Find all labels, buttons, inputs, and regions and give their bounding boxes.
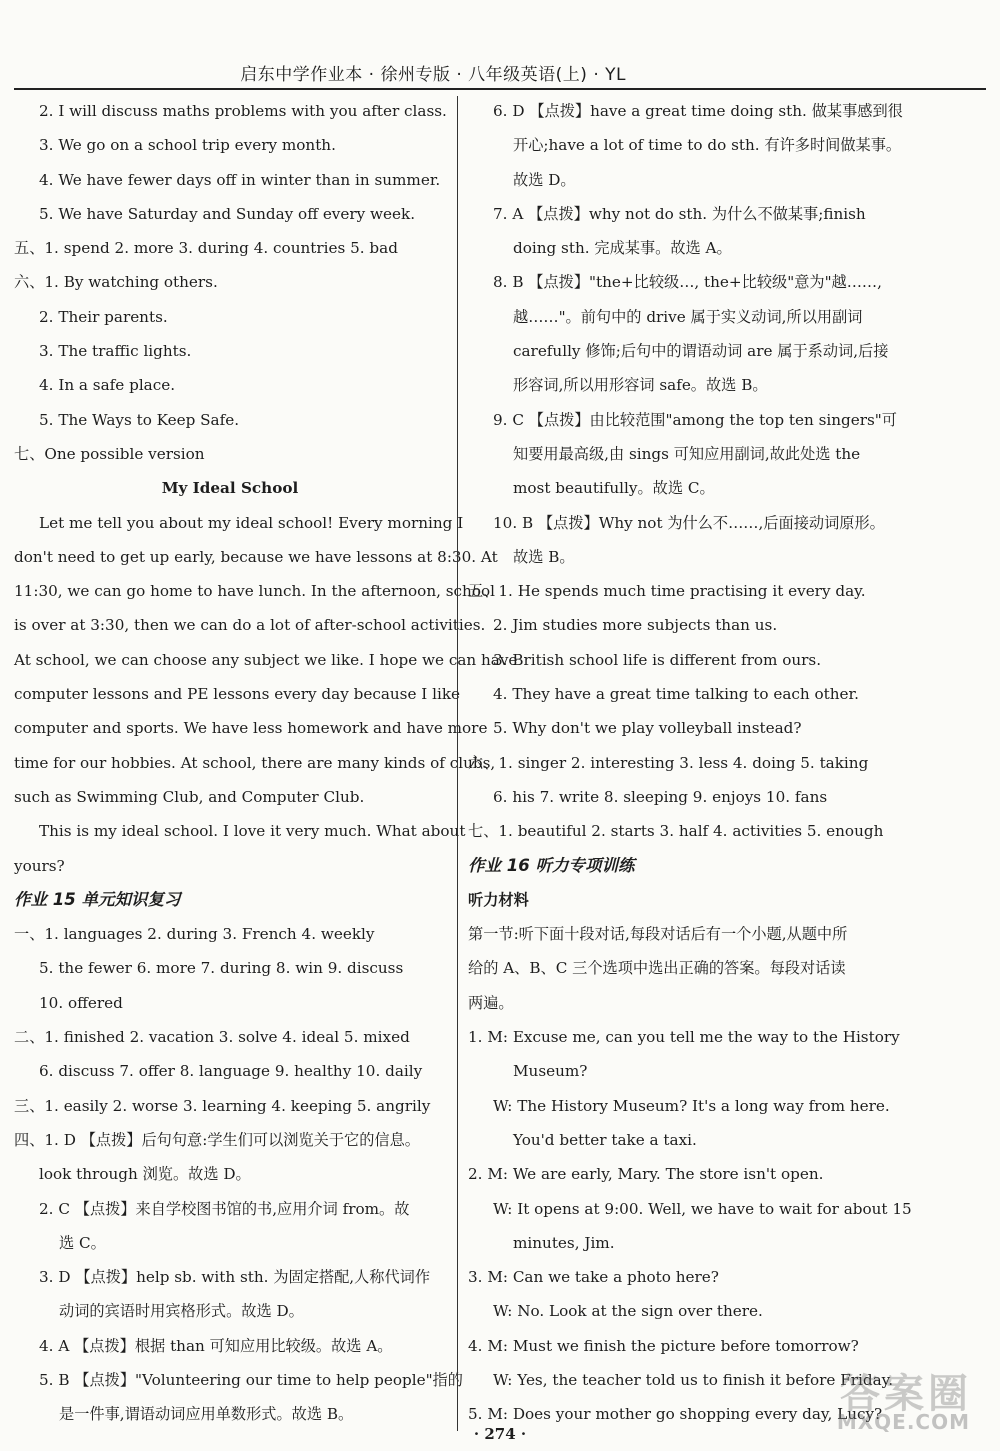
text-line: 1. M: Excuse me, can you tell me the way to the History xyxy=(468,1028,900,1047)
text-line: 2. Jim studies more subjects than us. xyxy=(493,616,778,635)
text-line: W: The History Museum? It's a long way from here. xyxy=(493,1096,890,1115)
essay-title: My Ideal School xyxy=(161,479,299,498)
text-line: 动词的宾语时用宾格形式。故选 D。 xyxy=(59,1302,304,1321)
text-line: 选 C。 xyxy=(59,1233,106,1252)
text-line: 是一件事,谓语动词应用单数形式。故选 B。 xyxy=(59,1405,354,1424)
text-line: look through 浏览。故选 D。 xyxy=(39,1165,251,1184)
text-line: 故选 D。 xyxy=(513,170,576,189)
text-line: 2. M: We are early, Mary. The store isn't open. xyxy=(468,1165,824,1184)
text-line: 一、1. languages 2. during 3. French 4. weekly xyxy=(14,925,375,944)
column-divider xyxy=(457,96,458,1431)
text-line: 3. The traffic lights. xyxy=(39,342,192,361)
text-line: 2. C 【点拨】来自学校图书馆的书,应用介词 from。故 xyxy=(39,1199,410,1218)
text-line: 5. The Ways to Keep Safe. xyxy=(39,410,240,429)
text-line: 5. B 【点拨】"Volunteering our time to help people"指的 xyxy=(39,1370,463,1389)
text-line: 听力材料 xyxy=(468,890,529,909)
text-line: 七、1. beautiful 2. starts 3. half 4. activities 5. enough xyxy=(468,822,884,841)
page-header xyxy=(14,58,986,90)
text-line: 五、1. He spends much time practising it every day. xyxy=(468,582,866,601)
watermark xyxy=(792,1360,982,1446)
text-line: Let me tell you about my ideal school! Every morning I xyxy=(39,513,464,532)
text-line: 5. M: Does your mother go shopping every day, Lucy? xyxy=(468,1405,883,1424)
text-line: most beautifully。故选 C。 xyxy=(513,479,715,498)
text-line: is over at 3:30, then we can do a lot of after-school activities. xyxy=(14,616,486,635)
text-line: 七、One possible version xyxy=(14,444,205,463)
text-line: 7. A 【点拨】why not do sth. 为什么不做某事;finish xyxy=(493,204,866,223)
text-line: don't need to get up early, because we have lessons at 8:30. At xyxy=(14,547,498,566)
header-title: 启东中学作业本 · 徐州专版 · 八年级英语(上) · YL xyxy=(240,65,626,85)
text-line: yours? xyxy=(14,856,65,875)
text-line: At school, we can choose any subject we like. I hope we can have xyxy=(14,650,518,669)
text-line: 二、1. finished 2. vacation 3. solve 4. ideal 5. mixed xyxy=(14,1028,410,1047)
text-line: 4. A 【点拨】根据 than 可知应用比较级。故选 A。 xyxy=(39,1336,393,1355)
text-line: 2. Their parents. xyxy=(39,307,168,326)
text-line: 4. They have a great time talking to each other. xyxy=(493,685,859,704)
watermark-url: MXQE.COM xyxy=(836,1410,970,1434)
section-heading: 作业 15 单元知识复习 xyxy=(14,889,181,909)
text-line: 3. British school life is different from ours. xyxy=(493,650,822,669)
text-line: 8. B 【点拨】"the+比较级…, the+比较级"意为"越……, xyxy=(493,273,882,292)
text-line: 六、1. By watching others. xyxy=(14,273,218,292)
text-line: 10. offered xyxy=(39,993,123,1012)
section-heading: 作业 16 听力专项训练 xyxy=(468,855,635,875)
text-line: Museum? xyxy=(513,1062,588,1081)
text-line: You'd better take a taxi. xyxy=(513,1130,697,1149)
text-line: W: No. Look at the sign over there. xyxy=(493,1302,763,1321)
text-line: 5. We have Saturday and Sunday off every week. xyxy=(39,204,416,223)
text-line: W: Yes, the teacher told us to finish it before Friday. xyxy=(493,1370,894,1389)
text-line: 给的 A、B、C 三个选项中选出正确的答案。每段对话读 xyxy=(468,959,846,978)
text-line: 六、1. singer 2. interesting 3. less 4. doing 5. taking xyxy=(468,753,869,772)
text-line: such as Swimming Club, and Computer Club. xyxy=(14,787,365,806)
text-line: 4. M: Must we finish the picture before tomorrow? xyxy=(468,1336,859,1355)
page-number: · 274 · xyxy=(473,1425,527,1443)
text-line: 五、1. spend 2. more 3. during 4. countries 5. bad xyxy=(14,239,398,258)
text-line: This is my ideal school. I love it very much. What about xyxy=(39,822,466,841)
text-line: 3. M: Can we take a photo here? xyxy=(468,1268,719,1287)
text-line: 5. the fewer 6. more 7. during 8. win 9. discuss xyxy=(39,959,404,978)
text-line: 6. discuss 7. offer 8. language 9. healthy 10. daily xyxy=(39,1062,423,1081)
text-line: 4. In a safe place. xyxy=(39,376,176,395)
watermark-logo: 答案圈 xyxy=(840,1371,972,1417)
text-line: 9. C 【点拨】由比较范围"among the top ten singers"可 xyxy=(493,410,897,429)
text-line: 4. We have fewer days off in winter than in summer. xyxy=(39,170,441,189)
text-line: 知要用最高级,由 sings 可知应用副词,故此处选 the xyxy=(513,444,861,463)
text-line: 6. his 7. write 8. sleeping 9. enjoys 10. fans xyxy=(493,787,828,806)
text-line: 故选 B。 xyxy=(513,547,575,566)
text-line: 两遍。 xyxy=(468,993,514,1012)
text-line: W: It opens at 9:00. Well, we have to wait for about 15 xyxy=(493,1199,912,1218)
text-line: 2. I will discuss maths problems with you after class. xyxy=(39,102,447,120)
text-line: 11:30, we can go home to have lunch. In the afternoon, school xyxy=(14,582,495,601)
text-line: computer lessons and PE lessons every day because I like xyxy=(14,685,461,704)
text-line: minutes, Jim. xyxy=(513,1233,615,1252)
text-line: time for our hobbies. At school, there are many kinds of clubs, xyxy=(14,753,496,772)
text-line: 四、1. D 【点拨】后句句意:学生们可以浏览关于它的信息。 xyxy=(14,1130,420,1149)
text-line: 6. D 【点拨】have a great time doing sth. 做某事感到很 xyxy=(493,102,903,120)
text-line: computer and sports. We have less homework and have more xyxy=(14,719,488,738)
text-line: 3. D 【点拨】help sb. with sth. 为固定搭配,人称代词作 xyxy=(39,1268,431,1287)
text-line: doing sth. 完成某事。故选 A。 xyxy=(513,239,732,258)
text-line: 5. Why don't we play volleyball instead? xyxy=(493,719,802,738)
text-line: 越……"。前句中的 drive 属于实义动词,所以用副词 xyxy=(513,307,863,326)
text-line: 3. We go on a school trip every month. xyxy=(39,136,336,155)
text-line: 第一节:听下面十段对话,每段对话后有一个小题,从题中所 xyxy=(468,925,848,944)
text-line: 开心;have a lot of time to do sth. 有许多时间做某事。 xyxy=(513,136,902,155)
text-line: carefully 修饰;后句中的谓语动词 are 属于系动词,后接 xyxy=(513,342,889,361)
text-line: 10. B 【点拨】Why not 为什么不……,后面接动词原形。 xyxy=(493,513,885,532)
text-line: 形容词,所以用形容词 safe。故选 B。 xyxy=(513,376,768,395)
text-line: 三、1. easily 2. worse 3. learning 4. keeping 5. angrily xyxy=(14,1096,431,1115)
